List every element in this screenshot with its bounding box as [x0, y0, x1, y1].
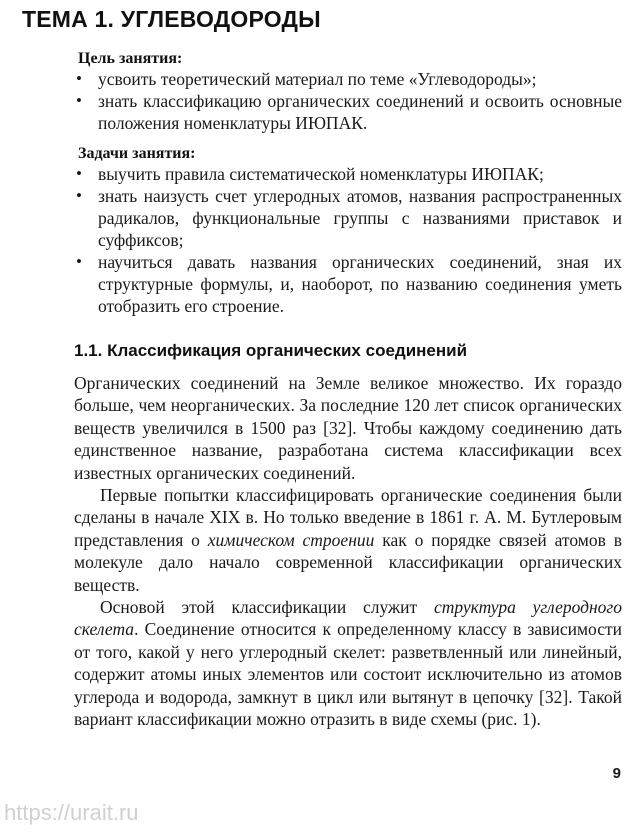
tasks-list	[70, 163, 622, 317]
paragraph: Первые попытки классифицировать органические соединения были сделаны в начале XIX в. Но только введение в 1861 г. А. М. Бутлеровым представления о химическом строении как о порядке связей атомов в молекуле дало начало современной классификации органических веществ.	[74, 485, 622, 595]
goals-list	[70, 68, 622, 134]
bullet-icon: •	[76, 186, 82, 205]
page-number: 9	[612, 765, 621, 782]
bullet-icon: •	[76, 69, 82, 88]
paragraph: Органических соединений на Земле великое множество. Их гораздо больше, чем неорганических. За последние 120 лет список органических веществ увеличился в 1500 раз [32]. Чтобы каждому соединению дать единственное название, разработана система классификации всех известных органических соединений.	[74, 373, 622, 483]
list-item: • знать классификацию органических соединений и освоить основные положения номенклатуры ИЮПАК.	[76, 91, 622, 133]
section-title: 1.1. Классификация органических соединений	[74, 341, 468, 360]
tasks-heading: Задачи занятия:	[78, 145, 196, 162]
bullet-icon: •	[76, 164, 82, 183]
list-item: • усвоить теоретический материал по теме «Углеводороды»;	[76, 69, 537, 89]
watermark-url: https://urait.ru	[4, 800, 139, 825]
goals-heading: Цель занятия:	[78, 50, 183, 67]
bullet-icon: •	[76, 252, 82, 271]
topic-title: ТЕМА 1. УГЛЕВОДОРОДЫ	[22, 6, 321, 32]
section-body	[74, 372, 622, 731]
list-item: • знать наизусть счет углеродных атомов, названия распространенных радикалов, функциональные группы с названиями приставок и суффиксов;	[76, 186, 622, 250]
list-item: • выучить правила систематической номенклатуры ИЮПАК;	[76, 164, 544, 184]
bullet-icon: •	[76, 91, 82, 110]
list-item: • научиться давать названия органических соединений, зная их структурные формулы, и, наоборот, по названию соединения уметь отобразить его строение.	[76, 252, 622, 316]
paragraph: Основой этой классификации служит структура углеродного скелета. Соединение относится к определенному классу в зависимости от того, какой у него углеродный скелет: разветвленный или линейный, содержит атомы иных элементов или состоит исключительно из атомов углерода и водорода, замкнут в цикл или вытянут в цепочку [32]. Такой вариант классификации можно отразить в виде схемы (рис. 1).	[74, 597, 622, 730]
